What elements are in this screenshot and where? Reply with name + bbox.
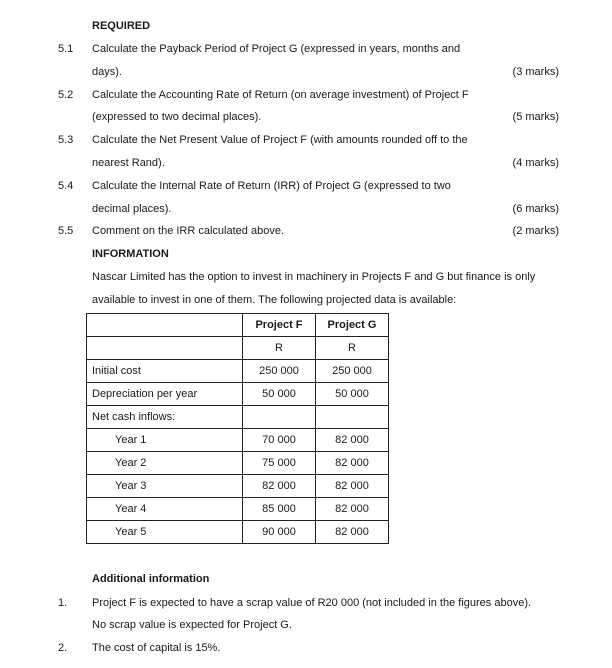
information-paragraph-cont: available to invest in one of them. The following projected data is available: [92,294,457,306]
question-text: Calculate the Accounting Rate of Return (on average investment) of Project F [92,89,469,101]
table-corner-cell [87,314,243,337]
question-number: 5.3 [58,134,74,146]
question-text: Comment on the IRR calculated above. [92,225,284,237]
row-label: Initial cost [87,360,243,383]
information-heading: INFORMATION [92,248,169,260]
additional-number: 1. [58,597,68,609]
table-row [87,521,389,544]
project-g-value: 82 000 [316,452,389,475]
row-label: Year 5 [87,521,243,544]
project-f-value: 90 000 [243,521,316,544]
project-g-value: 82 000 [316,498,389,521]
question-text-cont: decimal places). [92,203,172,215]
row-label: Net cash inflows: [87,406,243,429]
question-text: Calculate the Net Present Value of Project F (with amounts rounded off to the [92,134,468,146]
table-row [87,406,389,429]
question-marks: (4 marks) [512,157,559,169]
projects-table [86,313,389,544]
question-number: 5.4 [58,180,74,192]
table-row [87,498,389,521]
additional-text-cont: No scrap value is expected for Project G. [92,619,292,631]
additional-text: Project F is expected to have a scrap value of R20 000 (not included in the figures above). [92,597,532,609]
project-f-value: 70 000 [243,429,316,452]
information-paragraph: Nascar Limited has the option to invest in machinery in Projects F and G but finance is only [92,271,536,283]
table-row [87,360,389,383]
table-row [87,429,389,452]
row-label: Depreciation per year [87,383,243,406]
project-g-value: 82 000 [316,521,389,544]
question-marks: (3 marks) [512,66,559,78]
units-project-g: R [316,337,389,360]
question-text: Calculate the Payback Period of Project G (expressed in years, months and [92,43,461,55]
question-number: 5.2 [58,89,74,101]
required-heading: REQUIRED [92,20,151,32]
question-number: 5.1 [58,43,74,55]
project-f-value [243,406,316,429]
question-marks: (6 marks) [512,203,559,215]
question-text-cont: nearest Rand). [92,157,165,169]
question-text-cont: days). [92,66,122,78]
question-text: Calculate the Internal Rate of Return (IRR) of Project G (expressed to two [92,180,451,192]
project-f-value: 250 000 [243,360,316,383]
header-project-f: Project F [243,314,316,337]
units-project-f: R [243,337,316,360]
row-label: Year 1 [87,429,243,452]
project-g-value [316,406,389,429]
table-units-row [87,337,389,360]
project-f-value: 50 000 [243,383,316,406]
units-blank-cell [87,337,243,360]
question-text-cont: (expressed to two decimal places). [92,111,262,123]
additional-heading: Additional information [92,573,210,585]
table-header-row [87,314,389,337]
additional-text: The cost of capital is 15%. [92,642,221,654]
table-row [87,383,389,406]
question-marks: (2 marks) [512,225,559,237]
project-g-value: 50 000 [316,383,389,406]
table-row [87,475,389,498]
row-label: Year 4 [87,498,243,521]
project-f-value: 75 000 [243,452,316,475]
row-label: Year 3 [87,475,243,498]
project-f-value: 85 000 [243,498,316,521]
table-row [87,452,389,475]
question-marks: (5 marks) [512,111,559,123]
project-g-value: 82 000 [316,475,389,498]
project-g-value: 82 000 [316,429,389,452]
question-number: 5.5 [58,225,74,237]
header-project-g: Project G [316,314,389,337]
project-f-value: 82 000 [243,475,316,498]
project-g-value: 250 000 [316,360,389,383]
additional-number: 2. [58,642,68,654]
row-label: Year 2 [87,452,243,475]
